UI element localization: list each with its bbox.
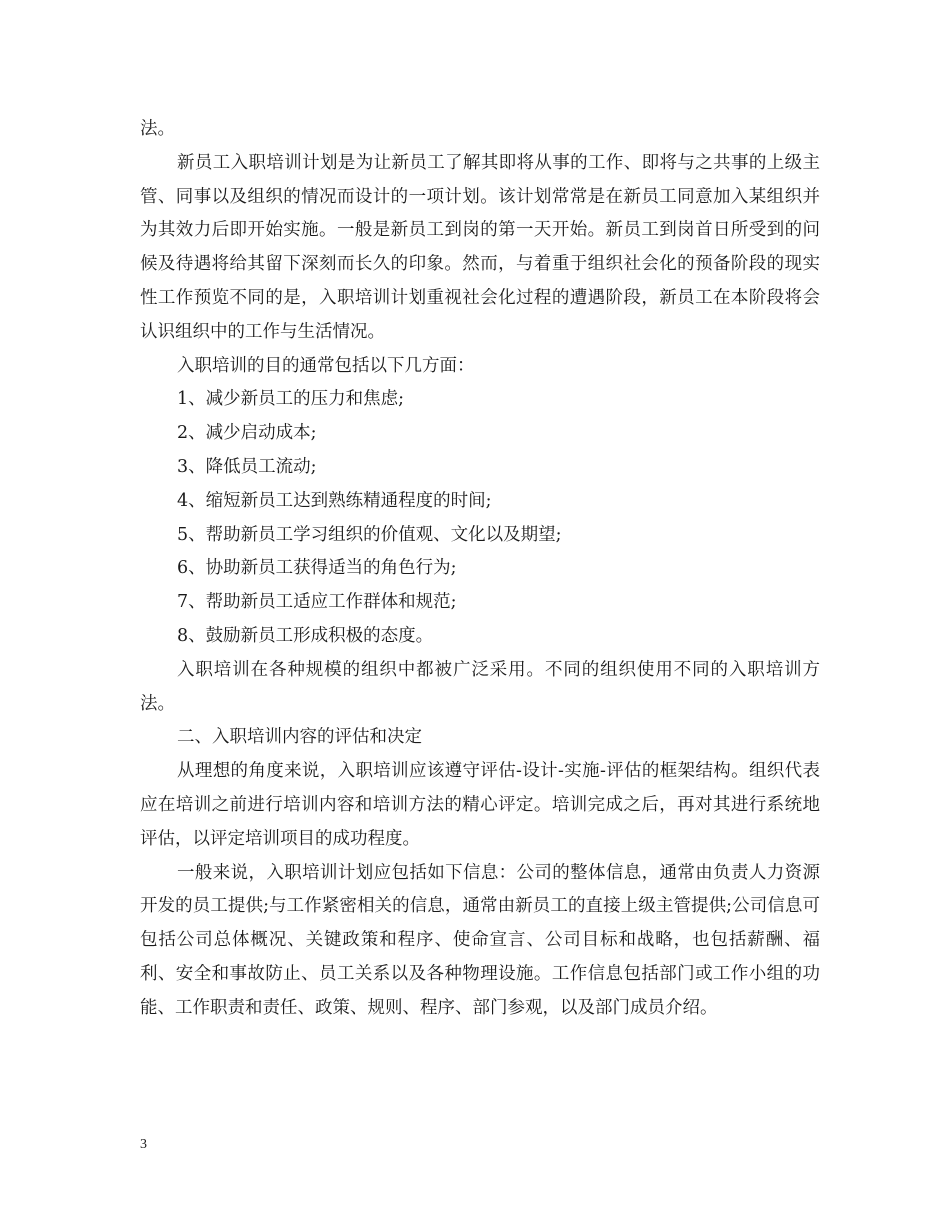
paragraph-intro: 新员工入职培训计划是为让新员工了解其即将从事的工作、即将与之共事的上级主管、同事以及组织的情况而设计的一项计划。该计划常常是在新员工同意加入某组织并为其效力后即开始实施。一般是新员工到岗的第一天开始。新员工到岗首日所受到的问候及待遇将给其留下深刻而长久的印象。然而，与着重于组织社会化的预备阶段的现实性工作预览不同的是，入职培训计划重视社会化过程的遭遇阶段，新员工在本阶段将会认识组织中的工作与生活情况。 — [140, 152, 820, 342]
section-heading: 二、入职培训内容的评估和决定 — [177, 727, 422, 748]
document-body — [140, 113, 820, 1026]
paragraph-adoption: 入职培训在各种规模的组织中都被广泛采用。不同的组织使用不同的入职培训方法。 — [140, 659, 820, 714]
list-item-6: 6、协助新员工获得适当的角色行为; — [177, 558, 457, 579]
paragraph-framework: 从理想的角度来说，入职培训应该遵守评估-设计-实施-评估的框架结构。组织代表应在培训之前进行培训内容和培训方法的精心评定。培训完成之后，再对其进行系统地评估，以评定培训项目的成功程度。 — [140, 761, 820, 849]
list-item-4: 4、缩短新员工达到熟练精通程度的时间; — [177, 490, 492, 511]
paragraph-continuation: 法。 — [140, 119, 175, 139]
list-item-2: 2、减少启动成本; — [177, 423, 317, 444]
list-item-3: 3、降低员工流动; — [177, 456, 317, 477]
paragraph-information: 一般来说，入职培训计划应包括如下信息：公司的整体信息，通常由负责人力资源开发的员工提供;与工作紧密相关的信息，通常由新员工的直接上级主管提供;公司信息可包括公司总体概况、关键政策和程序、使命宣言、公司目标和战略，也包括薪酬、福利、安全和事故防止、员工关系以及各种物理设施。工作信息包括部门或工作小组的功能、工作职责和责任、政策、规则、程序、部门参观，以及部门成员介绍。 — [140, 862, 820, 1018]
list-item-5: 5、帮助新员工学习组织的价值观、文化以及期望; — [177, 524, 562, 545]
paragraph-purpose-heading: 入职培训的目的通常包括以下几方面： — [177, 355, 475, 376]
list-item-1: 1、减少新员工的压力和焦虑; — [177, 389, 405, 410]
list-item-8: 8、鼓励新员工形成积极的态度。 — [177, 625, 434, 646]
list-item-7: 7、帮助新员工适应工作群体和规范; — [177, 592, 457, 613]
page-number: 3 — [140, 1137, 147, 1152]
